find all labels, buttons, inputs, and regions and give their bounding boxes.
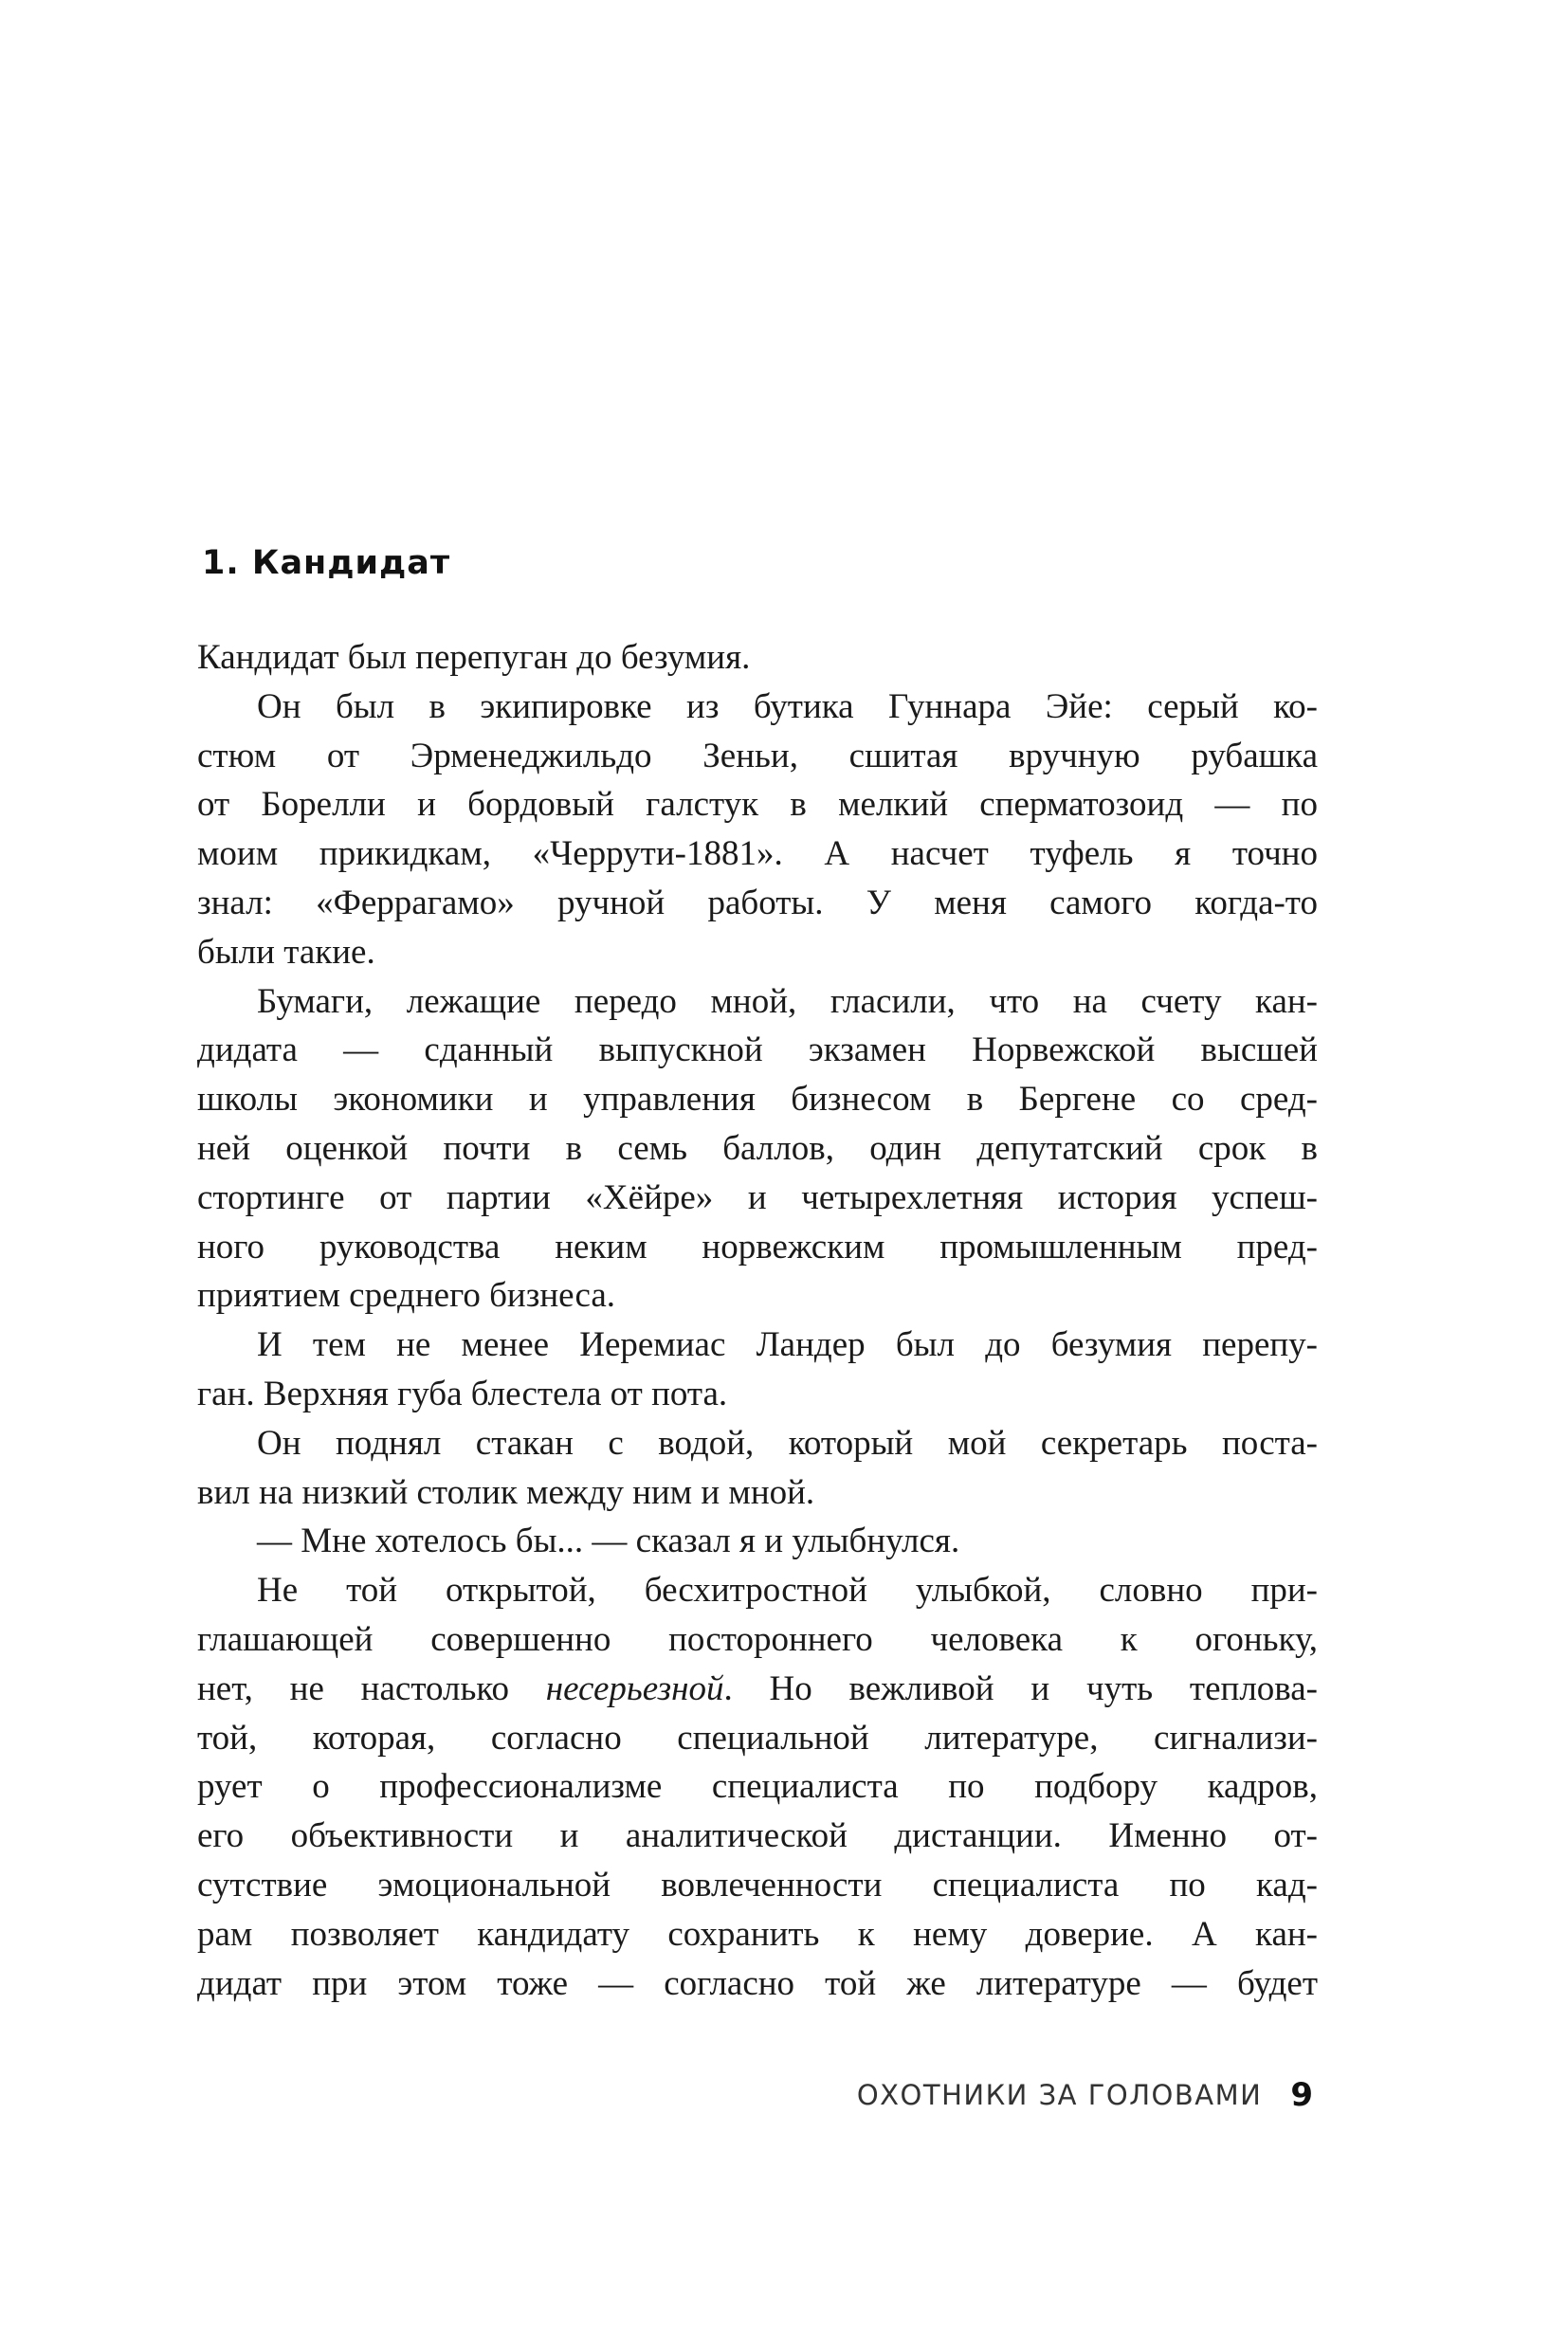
text-line-with-emphasis [197,1665,1318,1714]
text-line: И тем не менее Иеремиас Ландер был до безумия перепу- [257,1325,1318,1365]
text-line: приятием среднего бизнеса. [197,1276,616,1316]
emphasized-word: несерьезной [545,1668,724,1708]
text-line: моим прикидкам, «Черрути-1881». А насчет туфель я точно [197,834,1318,874]
text-line: от Борелли и бордовый галстук в мелкий сперматозоид — по [197,785,1318,825]
chapter-title: 1. Кандидат [202,544,451,582]
text-line: стюм от Эрменеджильдо Зеньи, сшитая вручную рубашка [197,736,1318,775]
text-line: ней оценкой почти в семь баллов, один депутатский срок в [197,1128,1318,1168]
text-line: — Мне хотелось бы... — сказал я и улыбнулся. [257,1522,960,1561]
text-line: ган. Верхняя губа блестела от пота. [197,1374,728,1413]
text-line: той, которая, согласно специальной литературе, сигнализи- [197,1718,1318,1758]
text-segment: нет, не настолько [197,1668,546,1708]
text-line: рам позволяет кандидату сохранить к нему доверие. А кан- [197,1914,1318,1954]
text-line: сутствие эмоциональной вовлеченности специалиста по кад- [197,1865,1318,1904]
text-line: Кандидат был перепуган до безумия. [197,638,751,677]
text-line: стортинге от партии «Хёйре» и четырехлетняя история успеш- [197,1177,1318,1217]
text-line: дидат при этом тоже — согласно той же литературе — будет [197,1963,1318,2003]
text-line: Он поднял стакан с водой, который мой секретарь поста- [257,1423,1318,1463]
text-line: его объективности и аналитической дистанции. Именно от- [197,1816,1318,1856]
page-footer [857,2076,1313,2114]
text-line: глашающей совершенно постороннего человека к огоньку, [197,1619,1318,1659]
text-line: рует о профессионализме специалиста по подбору кадров, [197,1767,1318,1807]
body-text [197,633,1318,2008]
text-line: знал: «Феррагамо» ручной работы. У меня самого когда-то [197,883,1318,922]
running-title: ОХОТНИКИ ЗА ГОЛОВАМИ [856,2079,1263,2111]
text-line: школы экономики и управления бизнесом в Бергене со сред- [197,1080,1318,1120]
text-line: были такие. [197,932,375,972]
text-line: Он был в экипировке из бутика Гуннара Эйе: серый ко- [257,686,1318,726]
text-line: Не той открытой, бесхитростной улыбкой, словно при- [257,1571,1318,1611]
page-number: 9 [1290,2076,1313,2114]
text-line: ного руководства неким норвежским промышленным пред- [197,1227,1318,1267]
text-segment: . Но вежливой и чуть теплова- [723,1668,1319,1708]
text-line: Бумаги, лежащие передо мной, гласили, что на счету кан- [257,981,1318,1021]
text-line: вил на низкий столик между ним и мной. [197,1472,815,1512]
text-line: дидата — сданный выпускной экзамен Норвежской высшей [197,1030,1318,1070]
